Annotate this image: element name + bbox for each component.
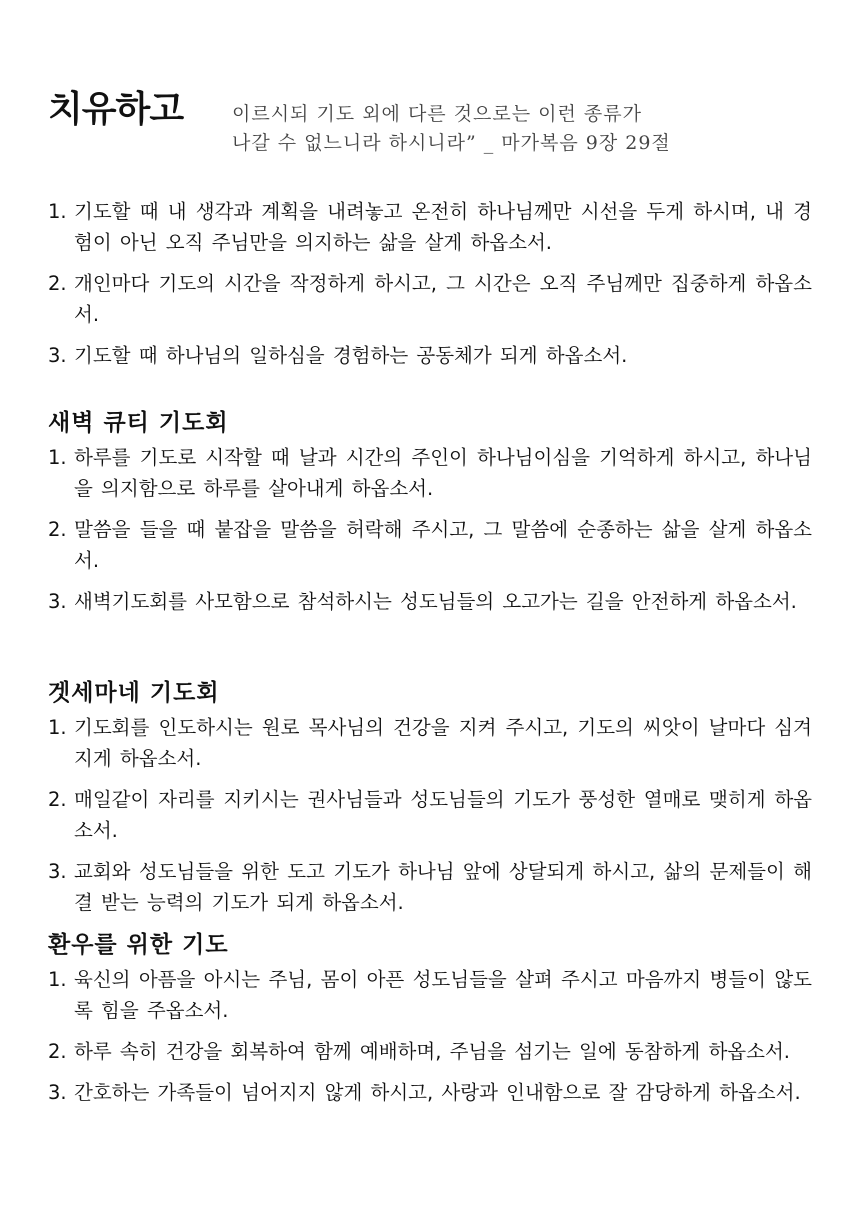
prayer-item <box>48 196 812 258</box>
prayer-section-healing <box>48 196 812 381</box>
item-text: 간호하는 가족들이 넘어지지 않게 하시고, 사랑과 인내함으로 잘 감당하게 하옵소서. <box>74 1081 801 1104</box>
section-title: 겟세마네 기도회 <box>48 680 220 706</box>
prayer-section-patients <box>48 930 812 1118</box>
section-title: 새벽 큐티 기도회 <box>48 410 229 436</box>
page-title: 치유하고 <box>48 89 184 130</box>
prayer-item <box>48 1077 812 1108</box>
item-text: 하루를 기도로 시작할 때 날과 시간의 주인이 하나님이심을 기억하게 하시고, 하나님을 의지함으로 하루를 살아내게 하옵소서. <box>74 446 812 500</box>
scripture-verse <box>232 100 671 158</box>
item-text: 육신의 아픔을 아시는 주님, 몸이 아픈 성도님들을 살펴 주시고 마음까지 병들이 않도록 힘을 주옵소서. <box>74 968 812 1022</box>
item-text: 하루 속히 건강을 회복하여 함께 예배하며, 주님을 섬기는 일에 동참하게 하옵소서. <box>74 1040 791 1063</box>
prayer-item <box>48 442 812 504</box>
prayer-section-gethsemane <box>48 678 812 928</box>
item-number: 3. <box>48 344 67 367</box>
prayer-item <box>48 1036 812 1067</box>
item-text: 교회와 성도님들을 위한 도고 기도가 하나님 앞에 상달되게 하시고, 삶의 문제들이 해결 받는 능력의 기도가 되게 하옵소서. <box>74 860 812 914</box>
item-number: 3. <box>48 1081 67 1104</box>
prayer-item <box>48 340 812 371</box>
item-number: 2. <box>48 518 67 541</box>
item-number: 2. <box>48 272 67 295</box>
item-number: 1. <box>48 446 67 469</box>
item-text: 기도할 때 내 생각과 계획을 내려놓고 온전히 하나님께만 시선을 두게 하시며, 내 경험이 아닌 오직 주님만을 의지하는 삶을 살게 하옵소서. <box>74 200 812 254</box>
item-text: 기도회를 인도하시는 원로 목사님의 건강을 지켜 주시고, 기도의 씨앗이 날마다 심겨지게 하옵소서. <box>74 716 812 770</box>
item-number: 1. <box>48 968 67 991</box>
item-text: 매일같이 자리를 지키시는 권사님들과 성도님들의 기도가 풍성한 열매로 맺히게 하옵소서. <box>74 788 812 842</box>
prayer-section-dawn-qt <box>48 408 812 627</box>
section-title: 환우를 위한 기도 <box>48 932 229 958</box>
item-number: 2. <box>48 788 67 811</box>
prayer-item <box>48 712 812 774</box>
item-number: 1. <box>48 200 67 223</box>
prayer-item <box>48 784 812 846</box>
prayer-item <box>48 856 812 918</box>
prayer-item <box>48 268 812 330</box>
item-number: 3. <box>48 860 67 883</box>
item-number: 2. <box>48 1040 67 1063</box>
item-text: 개인마다 기도의 시간을 작정하게 하시고, 그 시간은 오직 주님께만 집중하게 하옵소서. <box>74 272 812 326</box>
prayer-item <box>48 964 812 1026</box>
item-text: 말씀을 들을 때 붙잡을 말씀을 허락해 주시고, 그 말씀에 순종하는 삶을 살게 하옵소서. <box>74 518 812 572</box>
item-number: 3. <box>48 590 67 613</box>
item-number: 1. <box>48 716 67 739</box>
prayer-item <box>48 514 812 576</box>
page-header <box>48 88 818 168</box>
item-text: 새벽기도회를 사모함으로 참석하시는 성도님들의 오고가는 길을 안전하게 하옵소서. <box>74 590 797 613</box>
item-text: 기도할 때 하나님의 일하심을 경험하는 공동체가 되게 하옵소서. <box>74 344 628 367</box>
verse-line-2: 나갈 수 없느니라 하시니라” _ 마가복음 9장 29절 <box>232 132 671 154</box>
verse-line-1: 이르시되 기도 외에 다른 것으로는 이런 종류가 <box>232 103 642 125</box>
prayer-item <box>48 586 812 617</box>
